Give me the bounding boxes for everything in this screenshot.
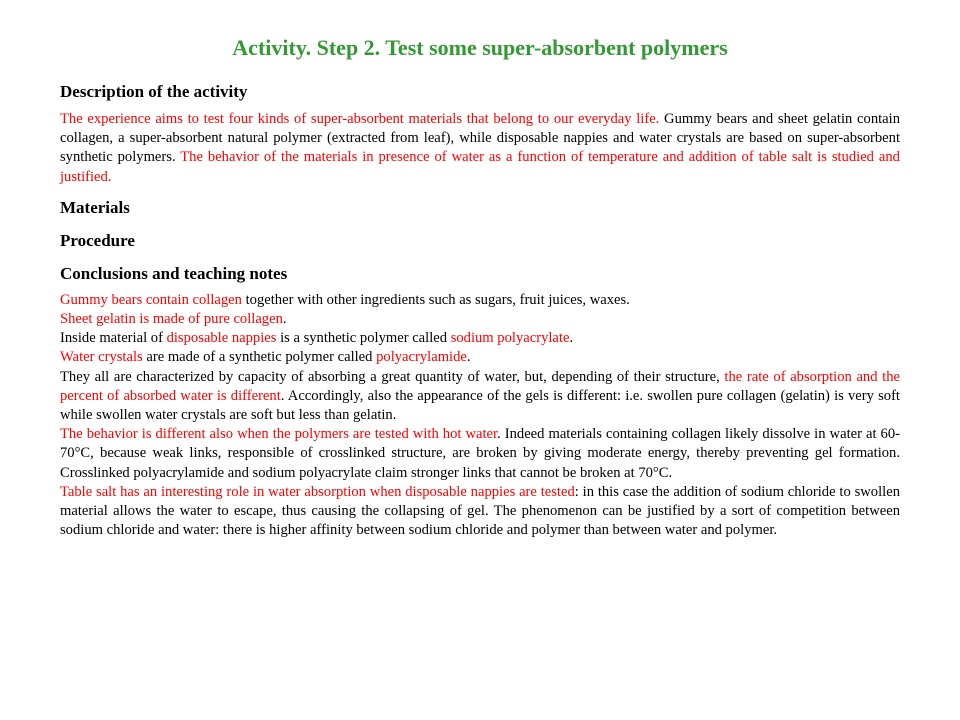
conclusion-paragraph-absorption: [60, 368, 900, 426]
conclusion-black-text: .: [466, 349, 471, 366]
conclusion-line-crystals: [60, 348, 900, 367]
conclusion-line-nappies: [60, 329, 900, 348]
conclusion-black-text: : in this case the addition of sodium chloride to swollen material allows the water to escape, thus causing the collapsing of gel. The phenomenon can be justified by a sort of competition between sodium chloride and water: there is higher affinity between sodium chloride and polymer than between water and polymer.: [60, 483, 900, 539]
conclusion-black-text: .: [569, 330, 574, 347]
conclusion-black-text: . Indeed materials containing collagen likely dissolve in water at 60-70°C, because weak links, responsible of crosslinked structure, are broken by giving moderate energy, thereby preventing gel formation. Crosslinked polyacrylamide and sodium polyacrylate claim stronger links that cannot be broken at 70°C.: [60, 426, 900, 481]
description-black-text: Gummy bears and sheet gelatin contain collagen, a super-absorbent natural polymer (extracted from leaf), while disposable nappies and water crystals are based on super-absorbent synthetic polymers.: [60, 111, 900, 166]
description-red-text-2: The behavior of the materials in presence of water as a function of temperature and addition of table salt is studied and justified.: [60, 149, 900, 185]
description-red-text: The experience aims to test four kinds of super-absorbent materials that belong to our everyday life.: [60, 111, 660, 127]
conclusion-red-text: Table salt has an interesting role in water absorption when disposable nappies are tested: [60, 483, 575, 500]
conclusion-red-text: Water crystals: [60, 349, 143, 366]
conclusion-black-text: are made of a synthetic polymer called: [142, 349, 377, 366]
heading-procedure: Procedure: [60, 230, 135, 250]
conclusion-black-text: . Accordingly, also the appearance of the gels is different: i.e. swollen pure collagen (gelatin) is very soft while swollen water crystals are soft but less than gelatin.: [60, 387, 900, 424]
heading-materials: Materials: [60, 197, 130, 217]
conclusion-paragraph-hot-water: [60, 425, 900, 483]
conclusion-black-text: together with other ingredients such as sugars, fruit juices, waxes.: [241, 291, 630, 308]
heading-conclusions: Conclusions and teaching notes: [60, 263, 288, 283]
conclusion-red-text: polyacrylamide: [376, 349, 467, 366]
conclusion-black-text: is a synthetic polymer called: [276, 330, 451, 347]
description-paragraph: [60, 110, 900, 187]
conclusion-red-text: Sheet gelatin is made of pure collagen: [60, 311, 283, 328]
conclusions-block: [60, 291, 900, 541]
conclusion-red-text: disposable nappies: [166, 330, 277, 347]
page-title: Activity. Step 2. Test some super-absorbent polymers: [232, 35, 728, 60]
conclusion-red-text: the rate of absorption and the percent of absorbed water is different: [60, 368, 900, 404]
conclusion-red-text: sodium polyacrylate: [450, 330, 570, 347]
conclusion-line-gummy: [60, 291, 900, 310]
conclusion-black-text: Inside material of: [60, 330, 167, 347]
conclusion-black-text: They all are characterized by capacity of absorbing a great quantity of water, but, depending of their structure,: [60, 368, 725, 385]
conclusion-black-text: .: [282, 311, 287, 328]
conclusion-red-text: Gummy bears contain collagen: [60, 291, 242, 308]
heading-description: Description of the activity: [60, 82, 248, 101]
conclusion-red-text: The behavior is different also when the polymers are tested with hot water: [60, 426, 498, 443]
conclusion-paragraph-salt: [60, 483, 900, 541]
conclusion-line-gelatin: [60, 310, 900, 329]
